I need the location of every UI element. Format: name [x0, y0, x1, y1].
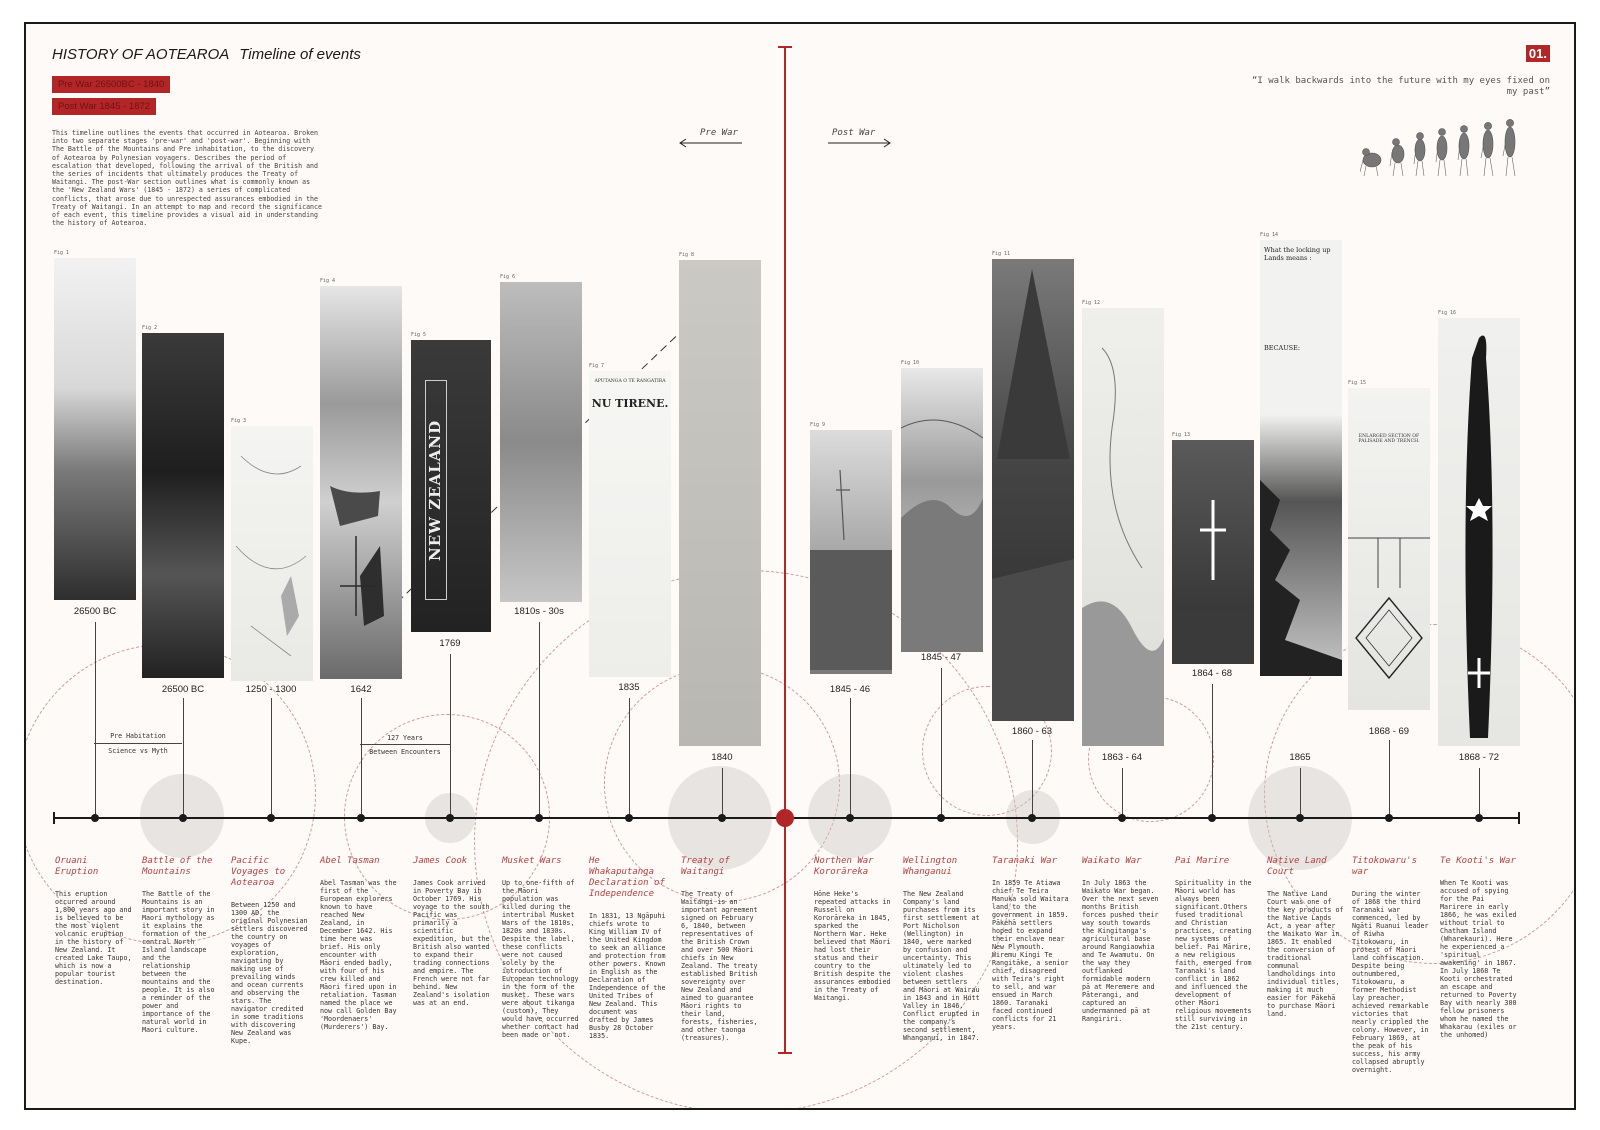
left-arrow-icon — [678, 138, 742, 148]
event-entry — [1352, 856, 1432, 1074]
figure-illustration — [1260, 240, 1342, 676]
science-vs-myth-label: Science vs Myth — [108, 747, 168, 755]
figure-illustration — [231, 426, 313, 681]
evolution-illustration — [1360, 116, 1520, 180]
event-entry — [413, 856, 493, 1007]
figure-image — [679, 260, 761, 746]
event-entry — [320, 856, 400, 1031]
figure-caption: NEW ZEALAND — [425, 380, 447, 600]
treaty-divider-marker — [776, 809, 794, 827]
event-description: The Battle of the Mountains is an important story in Maori mythology as it explains the formation of the central North Island landscape and the relationship between the mountains and the people. It is also a reminder of the power and importance of the natural world in Maori culture. — [142, 890, 215, 1034]
timeline-dot — [446, 814, 454, 822]
figure-date: 1868 - 69 — [1368, 726, 1410, 737]
event-title: Taranaki War — [992, 856, 1058, 866]
event-entry — [502, 856, 582, 1039]
date-stem — [1122, 768, 1123, 818]
figure-heading: ENLARGED SECTION OF PALISADE AND TRENCH. — [1358, 434, 1420, 444]
figure-image — [901, 368, 983, 652]
event-description: The Treaty of Waitangi is an important agreement signed on February 6, 1840, between representatives of the British Crown and over 500 Māori chiefs in New Zealand. The treaty established British sovereignty over New Zealand and aimed to guarantee Māori rights to their land, forests, fisheries, and other taonga (treasures). — [681, 890, 758, 1042]
event-description: Hōne Heke's repeated attacks in Russell on Kororāreka in 1845, sparked the Northern War. Heke believed that Māori had lost their status and their country to the British despite the assurances embodied in the Treaty of Waitangi. — [814, 890, 891, 1002]
figure-illustration — [901, 368, 983, 652]
poster-sheet — [24, 22, 1576, 1110]
figure-date: 1845 - 46 — [829, 684, 871, 695]
figure-image — [992, 259, 1074, 721]
figure-date: 1845 - 47 — [920, 652, 962, 663]
figure-image — [1438, 318, 1520, 746]
date-stem — [183, 698, 184, 818]
event-description: Abel Tasman was the first of the European explorers known to have reached New Zealand, in December 1642. His time here was brief. His only encounter with Māori ended badly, with four of his crew killed and Māori fired upon in retaliation. Tasman named the place we now call Golden Bay 'Moordenaers' (Murderers') Bay. — [320, 879, 397, 1031]
figure-label: Fig 4 — [320, 278, 336, 284]
figure-label: Fig 14 — [1260, 232, 1279, 238]
figure-image — [1172, 440, 1254, 664]
event-title: Battle of the Mountains — [142, 856, 213, 877]
figure-image — [1260, 240, 1342, 676]
date-stem — [361, 698, 362, 818]
timeline-dot — [1118, 814, 1126, 822]
figure-date: 1868 - 72 — [1458, 752, 1500, 763]
event-entry — [231, 856, 311, 1045]
event-description: This eruption occurred around 1,800 years ago and is believed to be the most violent volcanic eruption in the history of New Zealand. It created Lake Taupo, which is now a popular tourist destination. — [55, 890, 132, 986]
event-description: The New Zealand Company's land purchases from its first settlement at Port Nicholson (Wellington) in 1840, were marked by confusion and uncertainty. This ultimately led to violent clashes between settlers and Māori at Wairau in 1843 and in Hutt Valley in 1846. Conflict erupted in the company's second settlement, Whanganui, in 1847. — [903, 890, 980, 1042]
event-title: Oruani Eruption — [55, 856, 99, 877]
page-number: 01. — [1526, 45, 1550, 62]
event-entry — [55, 856, 135, 986]
between-encounters-label: Between Encounters — [369, 748, 441, 756]
figure-label: Fig 3 — [231, 418, 247, 424]
event-description: Between 1250 and 1300 AD, the original Polynesian settlers discovered the country on voyages of exploration, navigating by making use of prevailing winds and ocean currents and observing the stars. The navigator credited in some traditions with discovering New Zealand was Kupe. — [231, 901, 308, 1045]
date-stem — [722, 768, 723, 818]
figure-illustration — [992, 259, 1074, 721]
event-entry — [814, 856, 894, 1002]
figure-date: 1642 — [350, 684, 372, 695]
timeline-dot — [267, 814, 275, 822]
timeline-dot — [535, 814, 543, 822]
axis-end-right — [1518, 812, 1520, 824]
figure-label: Fig 5 — [411, 332, 427, 338]
figure-subheading: APUTANGA O TE RANGATIRA — [594, 379, 666, 384]
date-stem — [539, 622, 540, 818]
figure-heading: What the locking up Lands means : — [1264, 246, 1331, 262]
event-entry — [1082, 856, 1162, 1023]
event-entry — [1440, 856, 1520, 1039]
timeline-dot — [179, 814, 187, 822]
event-title: Northen War Kororāreka — [814, 856, 874, 877]
date-stem — [850, 698, 851, 818]
figure-date: 1835 — [618, 682, 640, 693]
figure-image — [142, 333, 224, 678]
event-description: When Te Kooti was accused of spying for the Pai Marirere in early 1866, he was exiled without trial to Chatham Island (Wharekauri). Here he experienced a 'spiritual awakening' in 1867. In July 1868 Te Kooti orchestrated an escape and returned to Poverty Bay with nearly 300 fellow prisoners whom he named the Whakarau (exiles or the unhomed) — [1440, 879, 1517, 1039]
figure-image — [411, 340, 491, 632]
event-entry — [1267, 856, 1347, 1018]
figure-label: Fig 1 — [54, 250, 70, 256]
page-title — [52, 46, 361, 63]
timeline-dot — [1028, 814, 1036, 822]
figure-label: Fig 9 — [810, 422, 826, 428]
event-entry — [903, 856, 983, 1042]
figure-image — [320, 286, 402, 679]
date-stem — [1032, 740, 1033, 818]
post-war-direction: Post War — [832, 128, 876, 138]
event-description: During the winter of 1868 the third Taranaki war commenced, led by Ngāti Ruanui leader of Riwha Titokowaru, in protest of Māori land confiscation. Despite being outnumbered, Titokowaru, a former Methodist lay preacher, achieved remarkable victories that nearly crippled the colony. However, in February 1869, at the peak of his success, his army collapsed abruptly overnight. — [1352, 890, 1429, 1074]
timeline-dot — [1296, 814, 1304, 822]
pre-habitation-bracket — [94, 743, 182, 744]
event-entry — [142, 856, 222, 1034]
event-title: Te Kooti's War — [1440, 856, 1516, 866]
war-divider-line — [784, 46, 786, 1054]
figure-label: Fig 12 — [1082, 300, 1101, 306]
figure-illustration — [1082, 308, 1164, 746]
figure-heading: NU TIRENE. — [591, 397, 669, 410]
timeline-dot — [91, 814, 99, 822]
event-description: In 1831, 13 Ngāpuhi chiefs wrote to King William IV of the United Kingdom to seek an alliance and protection from other powers. Known in English as the Declaration of Independence of the United Tribes of New Zealand. This document was drafted by James Busby 28 October 1835. — [589, 912, 666, 1040]
timeline-dot — [718, 814, 726, 822]
date-stem — [95, 622, 96, 818]
figure-subheading: BECAUSE: — [1264, 344, 1301, 352]
127-years-label: 127 Years — [387, 734, 423, 742]
date-stem — [1389, 740, 1390, 818]
pre-war-tag: Pre War 26500BC - 1840 — [52, 76, 170, 93]
event-title: Native Land Court — [1267, 856, 1327, 877]
figure-date: 1863 - 64 — [1101, 752, 1143, 763]
title-sub: Timeline of events — [239, 46, 361, 63]
figure-date: 1250 - 1300 — [245, 684, 297, 695]
date-stem — [1300, 768, 1301, 818]
figure-date: 1769 — [439, 638, 461, 649]
event-title: Titokowaru's war — [1352, 856, 1418, 877]
event-entry — [589, 856, 669, 1040]
event-title: Wellington Whanganui — [903, 856, 958, 877]
pre-habitation-label: Pre Habitation — [110, 732, 166, 740]
date-stem — [1479, 768, 1480, 818]
event-description: The Native Land Court was one of the key products of the Native Lands Act, a year after the Waikato War in 1865. It enabled the conversion of traditional communal landholdings into individual titles, making it much easier for Pākehā to purchase Māori land. — [1267, 890, 1344, 1018]
figure-label: Fig 6 — [500, 274, 516, 280]
timeline-dot — [357, 814, 365, 822]
timeline-dot — [1385, 814, 1393, 822]
axis-end-left — [53, 812, 55, 824]
figure-image — [231, 426, 313, 681]
event-entry — [1175, 856, 1255, 1031]
encounters-bracket — [360, 744, 450, 745]
figure-image — [589, 371, 671, 677]
post-war-tag: Post War 1845 - 1872 — [52, 98, 156, 115]
figure-image — [810, 430, 892, 674]
figure-date: 1865 — [1289, 752, 1311, 763]
figure-illustration — [810, 430, 892, 674]
figure-label: Fig 8 — [679, 252, 695, 258]
event-description: In July 1863 the Waikato War began. Over the next seven months British forces pushed their way south towards the Kingitanga's agricultural base around Rangiaowhia and Te Awamutu. On the way they outflanked formidable modern pā at Meremere and Pāterangi, and captured an undermanned pā at Rangiriri. — [1082, 879, 1159, 1023]
event-title: Pai Marire — [1175, 856, 1230, 866]
date-stem — [629, 698, 630, 818]
figure-label: Fig 7 — [589, 363, 605, 369]
date-stem — [941, 668, 942, 818]
date-stem — [450, 654, 451, 818]
event-title: James Cook — [413, 856, 468, 866]
figure-date: 1864 - 68 — [1191, 668, 1233, 679]
event-title: Pacific Voyages to Aotearoa — [231, 856, 286, 888]
figure-date: 1810s - 30s — [514, 606, 564, 617]
divider-cap-bottom — [778, 1052, 792, 1054]
figure-label: Fig 16 — [1438, 310, 1457, 316]
timeline-dot — [1208, 814, 1216, 822]
event-title: Abel Tasman — [320, 856, 380, 866]
date-stem — [1212, 684, 1213, 818]
figure-illustration — [320, 286, 402, 679]
event-entry — [992, 856, 1072, 1031]
intro-text: This timeline outlines the events that occurred in Aotearoa. Broken into two separate stages 'pre-war' and 'post-war'. Beginning with The Battle of the Mountains and Pre inhabitation, to the discovery of Aotearoa by Polynesian voyagers. Describes the period of escalation that developed, following the arrival of the British and the series of incidents that ultimately produces the Treaty of Waitangi. The post-War section outlines what is commonly known as the 'New Zealand Wars' (1845 - 1872) a series of complicated conflicts, that arose due to unrespected assurances embodied in the Treaty of Waitangi. In an attempt to map and record the significance of each event, this timeline provides a visual aid in understanding the history of Aotearoa. — [52, 129, 322, 228]
date-stem — [271, 698, 272, 818]
figure-illustration — [1438, 318, 1520, 746]
event-description: Up to one-fifth of the Māori population was killed during the intertribal Musket Wars of the 1810s, 1820s and 1830s. Despite the label, these conflicts were not caused solely by the introduction of European technology in the form of the musket. These wars were about tikanga (custom). They would have occurred whether contact had been made or not. — [502, 879, 579, 1039]
figure-label: Fig 11 — [992, 251, 1011, 257]
event-title: He Whakaputanga Declaration of Independence — [589, 856, 665, 899]
figure-date: 26500 BC — [161, 684, 205, 695]
event-description: James Cook arrived in Poverty Bay in October 1769. His voyage to the south Pacific was primarily a scientific expedition, but the British also wanted to expand their trading connections and empire. The French were not far behind. New Zealand's isolation was at an end. — [413, 879, 490, 1007]
event-entry — [681, 856, 761, 1042]
figure-label: Fig 2 — [142, 325, 158, 331]
timeline-dot — [1475, 814, 1483, 822]
figure-date: 1840 — [711, 752, 733, 763]
figure-image — [1082, 308, 1164, 746]
event-title: Waikato War — [1082, 856, 1142, 866]
timeline-dot — [937, 814, 945, 822]
figure-label: Fig 10 — [901, 360, 920, 366]
divider-cap-top — [778, 46, 792, 48]
figure-label: Fig 13 — [1172, 432, 1191, 438]
event-title: Musket Wars — [502, 856, 562, 866]
event-description: In 1859 Te Atiawa chief Te Teira Manuka sold Waitara land to the government in 1859. Pākehā settlers hoped to expand their enclave near New Plymouth. Wiremu Kingi Te Rangitāke, a senior chief, disagreed with Teira's right to sell, and war ensued in March 1860. Taranaki faced continued conflicts for 21 years. — [992, 879, 1069, 1031]
event-title: Treaty of Waitangi — [681, 856, 730, 877]
event-description: Spirituality in the Māori world has always been significant.Others fused traditional and Christian practices, creating new systems of belief. Pai Mārire, a new religious faith, emerged from Taranaki's land conflict in 1862 and influenced the development of other Māori religious movements still surviving in the 21st century. — [1175, 879, 1252, 1031]
figure-image — [500, 282, 582, 602]
title-main: HISTORY OF AOTEAROA — [52, 46, 230, 63]
quote: “I walk backwards into the future with my eyes fixed on my past” — [1251, 76, 1550, 97]
timeline-dot — [846, 814, 854, 822]
timeline-dot — [625, 814, 633, 822]
pre-war-direction: Pre War — [700, 128, 738, 138]
figure-image — [1348, 388, 1430, 710]
figure-date: 1860 - 63 — [1011, 726, 1053, 737]
right-arrow-icon — [828, 138, 892, 148]
figure-label: Fig 15 — [1348, 380, 1367, 386]
figure-illustration — [1172, 440, 1254, 664]
figure-image — [54, 258, 136, 600]
figure-date: 26500 BC — [73, 606, 117, 617]
